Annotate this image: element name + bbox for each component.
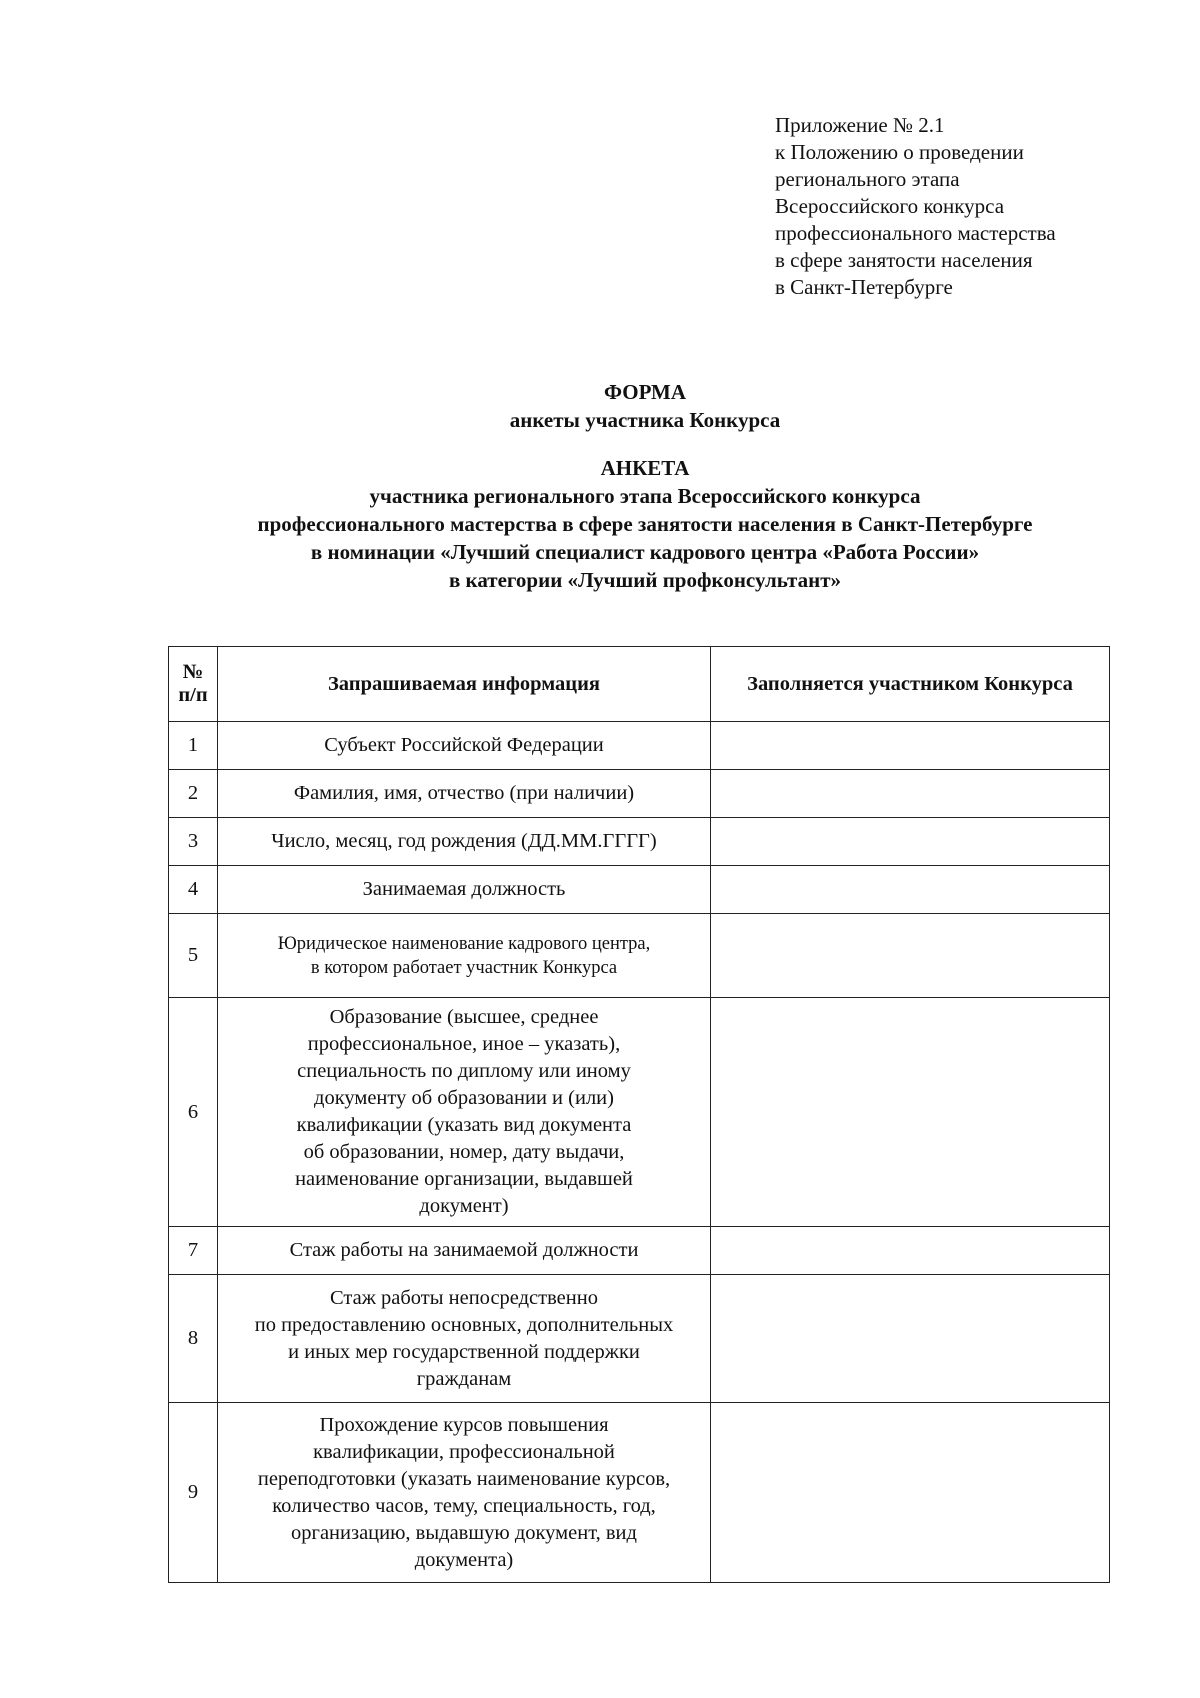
row-number: 1 (169, 722, 218, 770)
row-info-line: профессиональное, иное – указать), (307, 1033, 621, 1055)
row-info-line: Прохождение курсов повышения (319, 1413, 609, 1436)
appendix-line: в Санкт-Петербурге (775, 275, 953, 299)
row-fill-cell[interactable] (711, 998, 1110, 1227)
row-number: 8 (169, 1275, 218, 1403)
row-number: 3 (169, 818, 218, 866)
row-info-line: Число, месяц, год рождения (ДД.ММ.ГГГГ) (271, 830, 657, 852)
questionnaire-title: АНКЕТА (600, 456, 690, 480)
row-info-line: Занимаемая должность (362, 878, 566, 900)
row-info-line: количество часов, тему, специальность, год, (272, 1494, 656, 1517)
row-number: 6 (169, 998, 218, 1227)
table-row (169, 1275, 1110, 1403)
row-info-line: документу об образовании и (или) (314, 1087, 614, 1109)
row-number: 5 (169, 914, 218, 998)
row-info-line: организацию, выдавшую документ, вид (291, 1521, 637, 1544)
header-number-line: п/п (178, 684, 208, 706)
row-info-line: и иных мер государственной поддержки (288, 1340, 640, 1363)
form-title: ФОРМА (603, 380, 687, 404)
row-info (218, 1403, 711, 1583)
row-info-line: переподготовки (указать наименование курсов, (257, 1467, 671, 1490)
row-fill-cell[interactable] (711, 1275, 1110, 1403)
questionnaire-table (168, 646, 1110, 1583)
appendix-line: Всероссийского конкурса (775, 194, 1005, 218)
row-info (218, 1275, 711, 1403)
appendix-line: в сфере занятости населения (775, 248, 1033, 272)
questionnaire-subtitle-line: в номинации «Лучший специалист кадрового центра «Работа России» (310, 540, 980, 564)
row-fill-cell[interactable] (711, 914, 1110, 998)
row-info-line: наименование организации, выдавшей (295, 1168, 633, 1190)
row-info (218, 1227, 711, 1275)
row-info (218, 866, 711, 914)
table-row (169, 1403, 1110, 1583)
document-headings (0, 378, 1200, 594)
row-info (218, 818, 711, 866)
row-info-line: документа) (414, 1548, 514, 1571)
table-row (169, 1227, 1110, 1275)
table-row (169, 914, 1110, 998)
row-info-line: Стаж работы непосредственно (330, 1286, 598, 1309)
table-row (169, 998, 1110, 1227)
row-fill-cell[interactable] (711, 818, 1110, 866)
row-fill-cell[interactable] (711, 1403, 1110, 1583)
table-row (169, 866, 1110, 914)
table-row (169, 722, 1110, 770)
row-info-line: Фамилия, имя, отчество (при наличии) (293, 782, 635, 804)
row-info-line: Стаж работы на занимаемой должности (289, 1239, 639, 1261)
header-number-line: № (182, 661, 204, 683)
table-row (169, 818, 1110, 866)
row-number: 2 (169, 770, 218, 818)
row-number: 4 (169, 866, 218, 914)
row-fill-cell[interactable] (711, 866, 1110, 914)
form-subtitle: анкеты участника Конкурса (509, 408, 781, 432)
table-header-row (169, 647, 1110, 722)
row-info-line: специальность по диплому или иному (297, 1060, 631, 1082)
row-info (218, 998, 711, 1227)
appendix-line: регионального этапа (775, 167, 960, 191)
row-info-line: Образование (высшее, среднее (329, 1006, 599, 1028)
questionnaire-subtitle-line: участника регионального этапа Всероссийского конкурса (369, 484, 921, 508)
row-fill-cell[interactable] (711, 1227, 1110, 1275)
row-info-line: Юридическое наименование кадрового центра, (277, 933, 651, 954)
row-info-line: об образовании, номер, дату выдачи, (303, 1141, 625, 1163)
row-fill-cell[interactable] (711, 770, 1110, 818)
row-number: 7 (169, 1227, 218, 1275)
header-number (169, 647, 218, 722)
row-info-line: Субъект Российской Федерации (324, 734, 604, 756)
row-info-line: гражданам (416, 1367, 512, 1390)
row-info-line: по предоставлению основных, дополнительных (254, 1313, 674, 1336)
row-info (218, 722, 711, 770)
questionnaire-subtitle-line: в категории «Лучший профконсультант» (448, 568, 842, 592)
header-filled-by-participant: Заполняется участником Конкурса (711, 647, 1110, 722)
row-info-line: квалификации (указать вид документа (296, 1114, 632, 1136)
row-info-line: документ) (419, 1195, 509, 1217)
questionnaire-subtitle-line: профессионального мастерства в сфере занятости населения в Санкт-Петербурге (257, 512, 1033, 536)
heading-gap (0, 434, 1200, 454)
row-fill-cell[interactable] (711, 722, 1110, 770)
row-info-line: квалификации, профессиональной (313, 1440, 615, 1463)
table-row (169, 770, 1110, 818)
appendix-line: Приложение № 2.1 (775, 113, 945, 137)
row-info (218, 914, 711, 998)
appendix-line: профессионального мастерства (775, 221, 1056, 245)
row-number: 9 (169, 1403, 218, 1583)
header-requested-info: Запрашиваемая информация (218, 647, 711, 722)
appendix-line: к Положению о проведении (775, 140, 1024, 164)
appendix-block (775, 112, 1056, 301)
row-info-line: в котором работает участник Конкурса (310, 957, 618, 978)
row-info (218, 770, 711, 818)
